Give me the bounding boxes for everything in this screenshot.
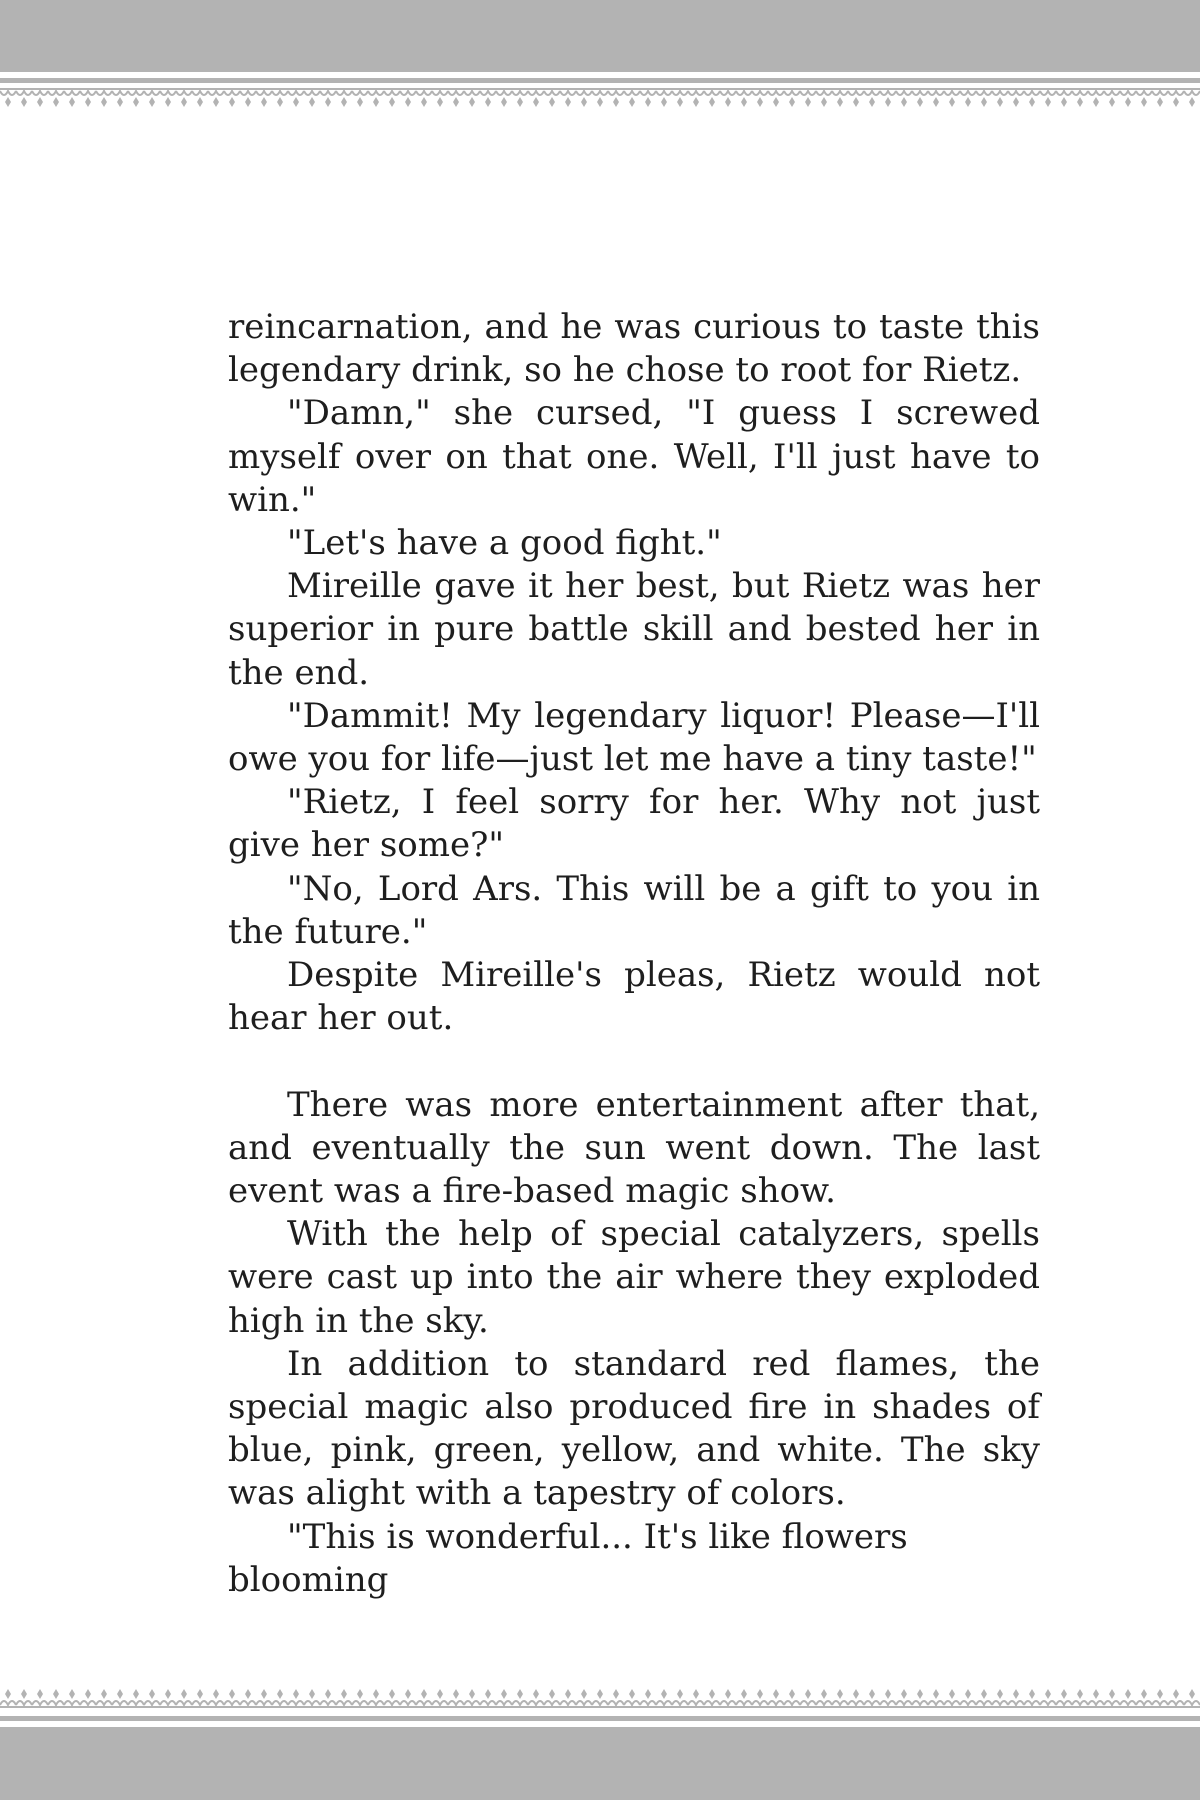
header-ornament-border (0, 86, 1200, 116)
paragraph: "This is wonderful... It's like flowers blooming (228, 1516, 908, 1600)
paragraph: "Let's have a good fight." (287, 523, 722, 564)
paragraph: In addition to standard red flames, the special magic also produced fire in shades of blue, pink, green, yellow, and white. The sky was alight with a tapestry of colors. (228, 1343, 1040, 1514)
paragraph: reincarnation, and he was curious to taste this legendary drink, so he chose to root for Rietz. (228, 307, 1040, 391)
paragraph: "No, Lord Ars. This will be a gift to you in the future." (228, 868, 1040, 952)
paragraph: "Damn," she cursed, "I guess I screwed myself over on that one. Well, I'll just have to win." (228, 393, 1040, 520)
footer-ornament-border (0, 1680, 1200, 1710)
paragraph: Mireille gave it her best, but Rietz was her superior in pure battle skill and bested her in the end. (228, 566, 1040, 693)
footer-band (0, 1727, 1200, 1800)
paragraph: "Rietz, I feel sorry for her. Why not just give her some?" (228, 782, 1040, 866)
paragraph: There was more entertainment after that, and eventually the sun went down. The last event was a fire-based magic show. (228, 1084, 1040, 1212)
paragraph: "Dammit! My legendary liquor! Please—I'll owe you for life—just let me have a tiny taste!" (228, 695, 1040, 780)
paragraph: With the help of special catalyzers, spells were cast up into the air where they exploded high in the sky. (228, 1214, 1040, 1341)
footer-rule (0, 1716, 1200, 1721)
header-rule (0, 78, 1200, 83)
body-text (228, 306, 1040, 1602)
header-band (0, 0, 1200, 72)
paragraph: Despite Mireille's pleas, Rietz would not hear her out. (228, 955, 1040, 1039)
